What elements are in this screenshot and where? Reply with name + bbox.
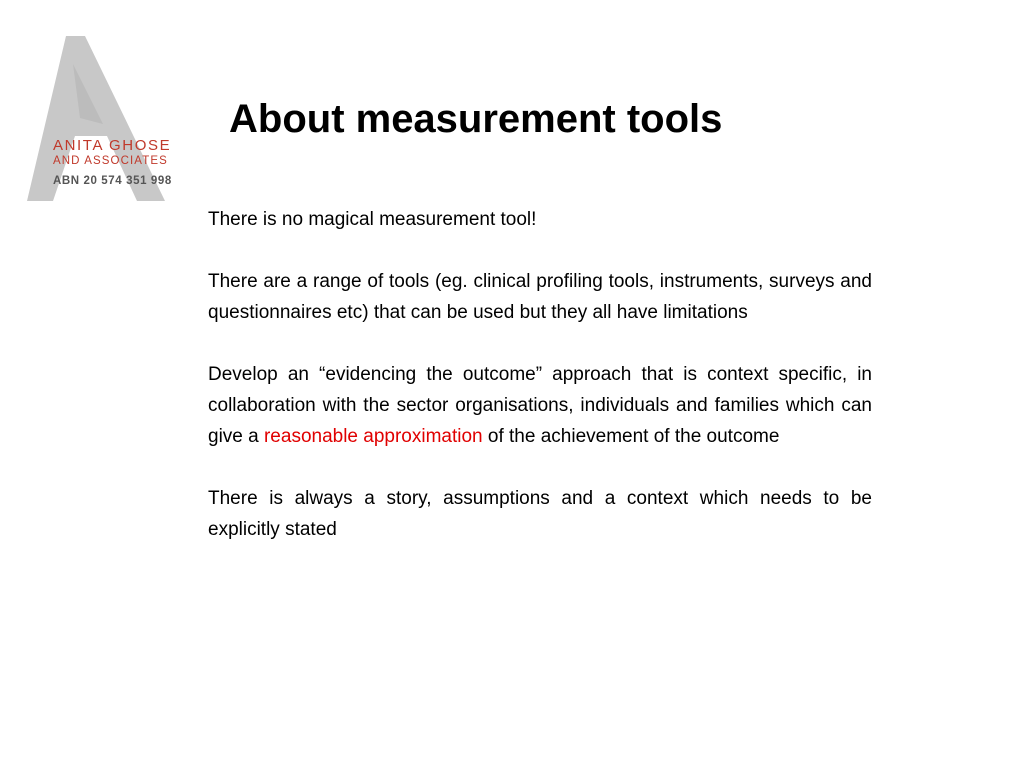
logo-company-name: ANITA GHOSE (53, 137, 172, 154)
slide-body (208, 204, 872, 576)
company-logo (27, 36, 217, 201)
paragraph-evidencing-outcome (208, 359, 872, 452)
paragraph-story-assumptions: There is always a story, assumptions and a context which needs to be explicitly stated (208, 488, 872, 540)
paragraph-range-of-tools: There are a range of tools (eg. clinical profiling tools, instruments, surveys and questionnaires etc) that can be used but they all have limitations (208, 271, 872, 323)
logo-abn: ABN 20 574 351 998 (53, 175, 172, 187)
paragraph-evidencing-text-end: of the achievement of the outcome (482, 426, 780, 447)
highlight-reasonable-approximation: reasonable approximation (263, 426, 483, 447)
slide-title: About measurement tools (229, 97, 723, 141)
logo-company-subtitle: AND ASSOCIATES (53, 155, 168, 167)
paragraph-evidencing-text-start: Develop an “evidencing the outcome” approach that is context specific, in collaboration with the sector organisations, individuals and families which can give a (208, 364, 872, 447)
paragraph-no-magic-tool: There is no magical measurement tool! (208, 209, 537, 230)
